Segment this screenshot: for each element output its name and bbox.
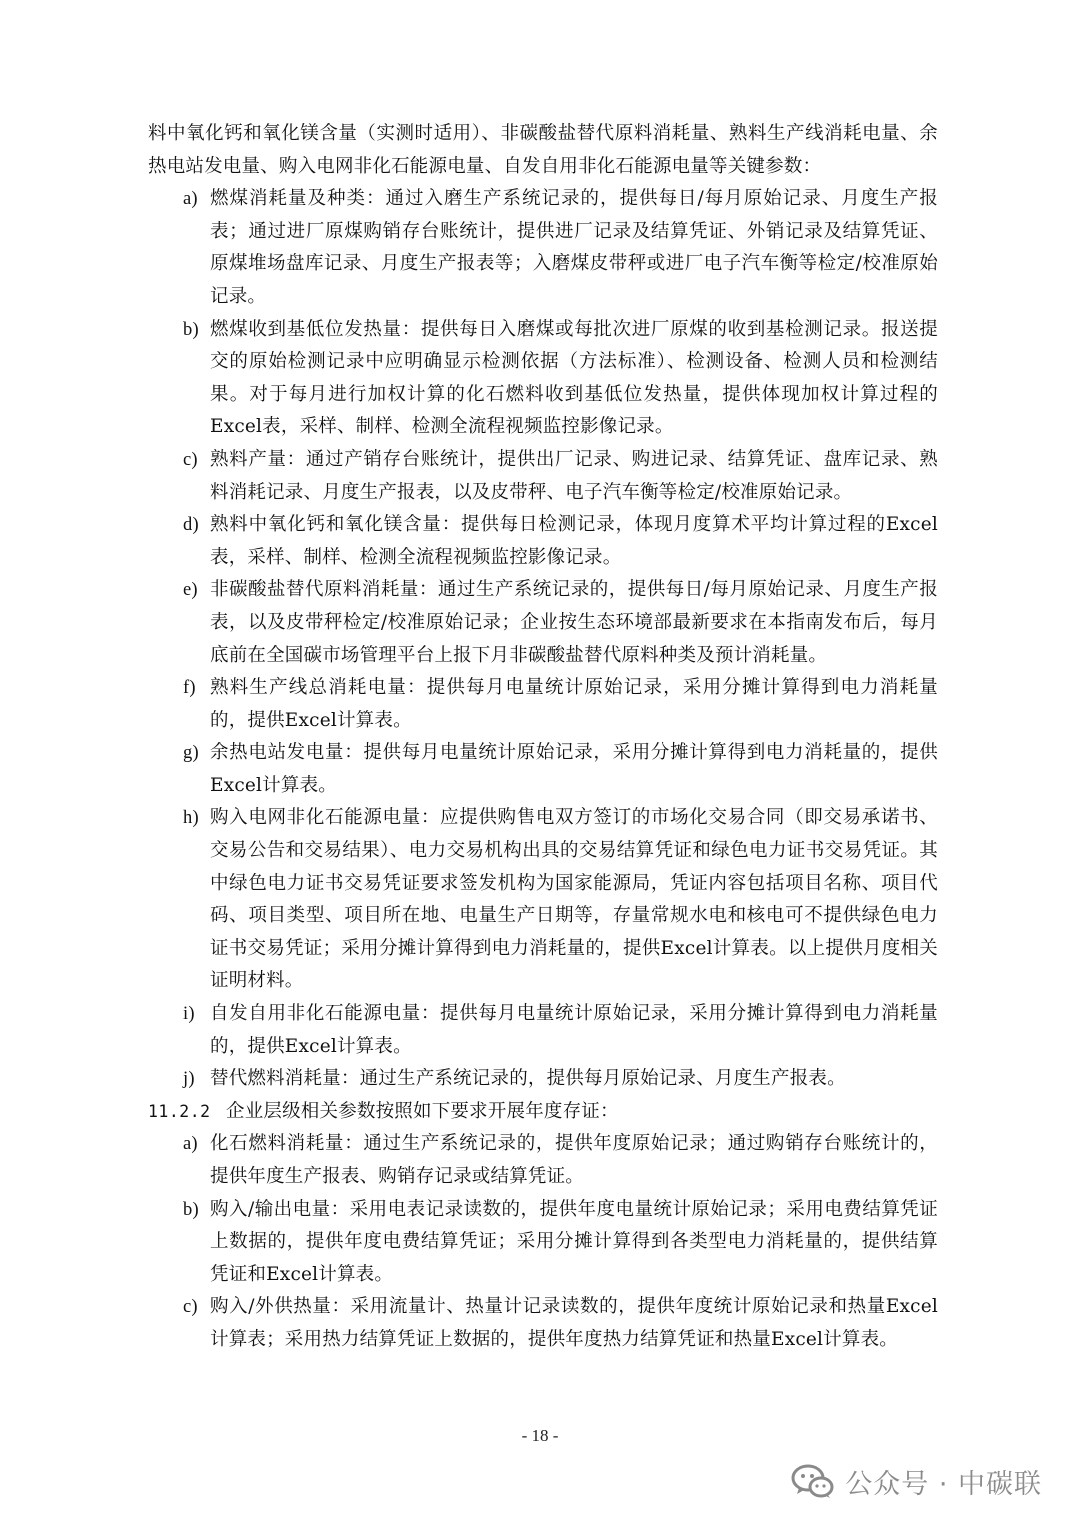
list-item [148,1128,938,1193]
list-item-text: 燃煤消耗量及种类：通过入磨生产系统记录的，提供每日/每月原始记录、月度生产报表；通过进厂原煤购销存台账统计，提供进厂记录及结算凭证、外销记录及结算凭证、原煤堆场盘库记录、月度生产报表等；入磨煤皮带秤或进厂电子汽车衡等检定/校准原始记录。 [210,188,938,307]
list-item-text: 购入/外供热量：采用流量计、热量计记录读数的，提供年度统计原始记录和热量Excel计算表；采用热力结算凭证上数据的，提供年度热力结算凭证和热量Excel计算表。 [210,1296,938,1350]
list-marker: a) [183,1134,198,1155]
list-marker: g) [183,743,199,764]
wechat-icon [791,1463,835,1501]
list-item [148,672,938,737]
list-item [148,802,938,998]
list-marker: e) [183,580,198,601]
list-marker: c) [183,449,198,470]
list-marker: i) [183,1004,195,1025]
list-marker: b) [183,319,199,340]
list-marker: j) [183,1069,195,1090]
watermark [791,1462,1042,1501]
list-item [148,1291,938,1356]
list-marker: h) [183,808,199,829]
list-item [148,314,938,444]
page-content [148,118,938,1357]
list-item-text: 化石燃料消耗量：通过生产系统记录的，提供年度原始记录；通过购销存台账统计的，提供年度生产报表、购销存记录或结算凭证。 [210,1133,938,1187]
list-item-text: 购入电网非化石能源电量：应提供购售电双方签订的市场化交易合同（即交易承诺书、交易公告和交易结果）、电力交易机构出具的交易结算凭证和绿色电力证书交易凭证。其中绿色电力证书交易凭证要求签发机构为国家能源局，凭证内容包括项目名称、项目代码、项目类型、项目所在地、电量生产日期等，存量常规水电和核电可不提供绿色电力证书交易凭证；采用分摊计算得到电力消耗量的，提供Excel计算表。以上提供月度相关证明材料。 [210,807,938,992]
list-marker: b) [183,1199,199,1220]
list-marker: f) [183,678,196,699]
annual-evidence-list [148,1128,938,1356]
list-item [148,574,938,672]
intro-paragraph: 料中氧化钙和氧化镁含量（实测时适用）、非碳酸盐替代原料消耗量、熟料生产线消耗电量、余热电站发电量、购入电网非化石能源电量、自发自用非化石能源电量等关键参数： [148,123,938,177]
list-item-text: 熟料产量：通过产销存台账统计，提供出厂记录、购进记录、结算凭证、盘库记录、熟料消耗记录、月度生产报表，以及皮带秤、电子汽车衡等检定/校准原始记录。 [210,448,938,503]
list-item-text: 自发自用非化石能源电量：提供每月电量统计原始记录，采用分摊计算得到电力消耗量的，提供Excel计算表。 [210,1003,938,1057]
list-item-text: 替代燃料消耗量：通过生产系统记录的，提供每月原始记录、月度生产报表。 [210,1068,846,1090]
list-marker: a) [183,189,198,210]
list-item [148,998,938,1063]
list-item-text: 熟料生产线总消耗电量：提供每月电量统计原始记录，采用分摊计算得到电力消耗量的，提供Excel计算表。 [210,677,938,731]
list-item [148,183,938,313]
list-item [148,509,938,574]
list-item [148,444,938,509]
list-item-text: 燃煤收到基低位发热量：提供每日入磨煤或每批次进厂原煤的收到基检测记录。报送提交的原始检测记录中应明确显示检测依据（方法标准）、检测设备、检测人员和检测结果。对于每月进行加权计算的化石燃料收到基低位发热量，提供体现加权计算过程的Excel表，采样、制样、检测全流程视频监控影像记录。 [210,318,938,438]
list-item [148,1194,938,1292]
section-heading [148,1096,938,1129]
monthly-evidence-list [148,183,938,1096]
list-item [148,1063,938,1096]
section-number: 11.2.2 [148,1101,211,1121]
list-marker: c) [183,1297,198,1318]
list-item-text: 购入/输出电量：采用电表记录读数的，提供年度电量统计原始记录；采用电费结算凭证上数据的，提供年度电费结算凭证；采用分摊计算得到各类型电力消耗量的，提供结算凭证和Excel计算表。 [210,1198,938,1285]
list-marker: d) [183,515,199,536]
list-item-text: 非碳酸盐替代原料消耗量：通过生产系统记录的，提供每日/每月原始记录、月度生产报表，以及皮带秤检定/校准原始记录；企业按生态环境部最新要求在本指南发布后，每月底前在全国碳市场管理平台上报下月非碳酸盐替代原料种类及预计消耗量。 [210,579,938,666]
section-title: 企业层级相关参数按照如下要求开展年度存证： [226,1100,619,1122]
list-item-text: 熟料中氧化钙和氧化镁含量：提供每日检测记录，体现月度算术平均计算过程的Excel表，采样、制样、检测全流程视频监控影像记录。 [210,514,938,568]
watermark-text: 公众号 · 中碳联 [845,1469,1042,1500]
page-number: - 18 - [521,1426,559,1445]
list-item-text: 余热电站发电量：提供每月电量统计原始记录，采用分摊计算得到电力消耗量的，提供Excel计算表。 [210,742,938,796]
list-item [148,737,938,802]
